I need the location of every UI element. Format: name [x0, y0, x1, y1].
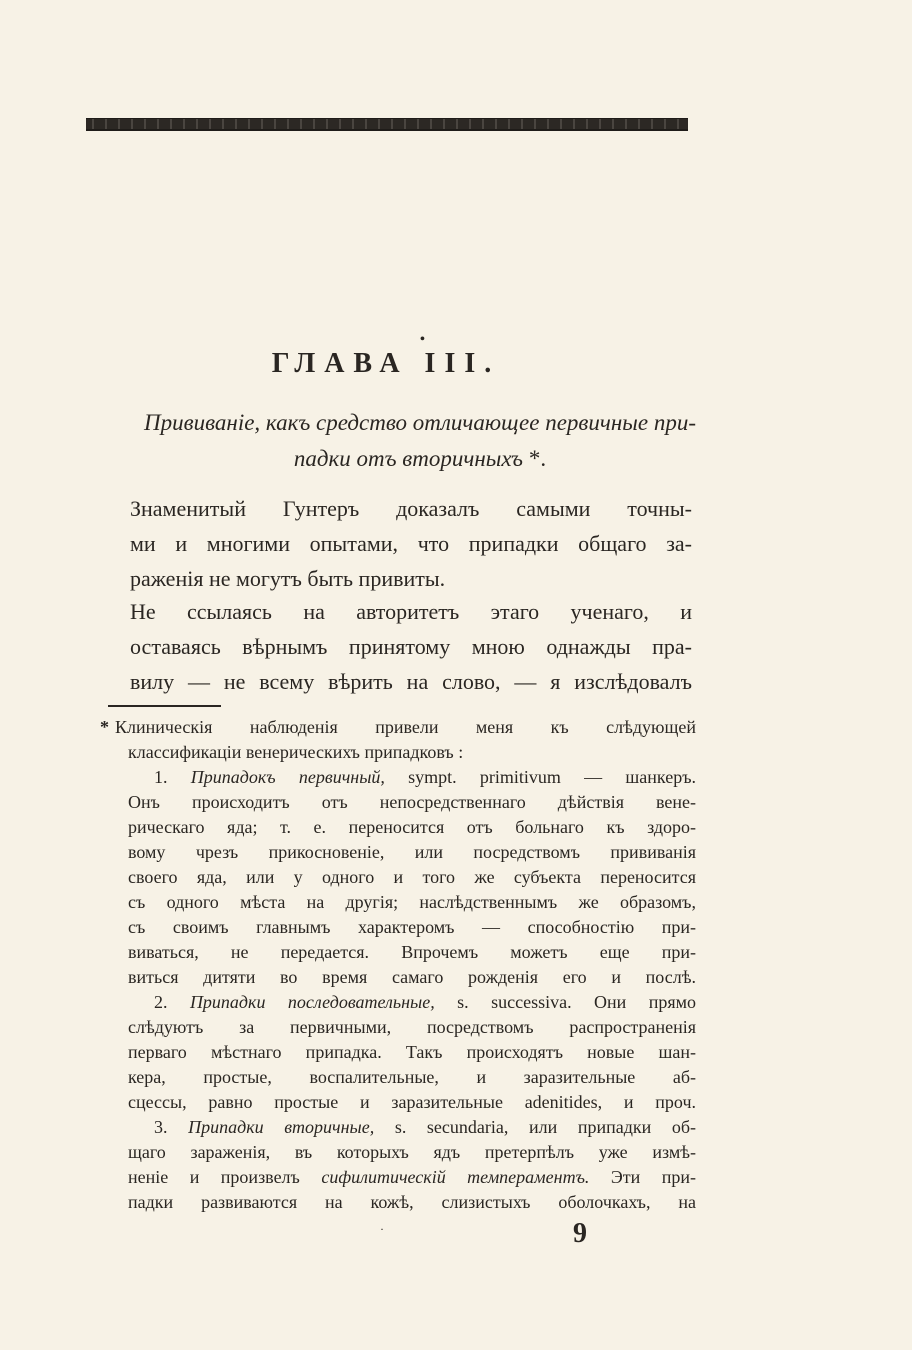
footnote-separator: [108, 705, 221, 707]
footnote-item-1-header: [100, 765, 696, 790]
footnote-line: перваго мѣстнаго припадка. Такъ происходятъ новые шан-: [128, 1042, 696, 1062]
footnote-line: падки развиваются на кожѣ, слизистыхъ оболочкахъ, на: [128, 1192, 696, 1212]
item-name: Припадки вторичные,: [188, 1117, 375, 1137]
footnote-line: классификаціи венерическихъ припадковъ :: [128, 742, 464, 762]
item-name: Припадки последовательные,: [189, 992, 435, 1012]
item-name: Припадокъ первичный,: [190, 767, 385, 787]
footnote-line: виваться, не передается. Впрочемъ можетъ еще при-: [128, 942, 696, 962]
footnote-text: Клиническія наблюденія привели меня къ слѣдующей: [115, 717, 696, 737]
footnote-emphasis: сифилитическій темпераментъ.: [321, 1167, 590, 1187]
chapter-subtitle: [130, 405, 710, 477]
footnote-line: щаго зараженія, въ которыхъ ядъ претерпѣлъ уже измѣ-: [128, 1142, 696, 1162]
item-text: sympt. primitivum — шанкеръ.: [408, 767, 697, 787]
footnote-line: слѣдуютъ за первичными, посредствомъ распространенія: [128, 1017, 696, 1037]
page-number: 9: [573, 1218, 587, 1249]
footnote-line: своего яда, или у одного и того же субъекта переносится: [128, 867, 696, 887]
paragraph-line: вилу — не всему вѣрить на слово, — я изслѣдовалъ: [130, 669, 692, 694]
chapter-title: ГЛАВА III.: [271, 348, 501, 379]
footnote-line: съ одного мѣста на другія; наслѣдственнымъ же образомъ,: [128, 892, 696, 912]
footnote-item-3-header: [100, 1115, 696, 1140]
footnote-line: [100, 715, 696, 740]
decorative-dot: •: [420, 332, 425, 347]
paragraph-line: ми и многими опытами, что припадки общаго за-: [130, 531, 692, 556]
decorative-dot: ·: [380, 1222, 384, 1236]
footnote-line: [100, 1165, 696, 1190]
subtitle-line: Прививаніе, какъ средство отличающее первичные при-: [144, 410, 696, 435]
footnote-text: неніе и произвелъ: [128, 1167, 300, 1187]
subtitle-line-text: падки отъ вторичныхъ: [293, 446, 523, 471]
paragraph-1: [130, 491, 692, 596]
footnote-line: виться дитяти во время самаго рожденія его и послѣ.: [128, 967, 696, 987]
paragraph-2: [130, 594, 692, 699]
paragraph-line: Знаменитый Гунтеръ доказалъ самыми точны-: [130, 496, 692, 521]
footnote-marker: *: [100, 717, 109, 737]
footnote-line: съ своимъ главнымъ характеромъ — способностію при-: [128, 917, 696, 937]
paragraph-line: Не ссылаясь на авторитетъ этаго ученаго, и: [130, 599, 692, 624]
footnote-text: Эти при-: [610, 1167, 696, 1187]
footnote-line: сцессы, равно простые и заразительные adenitides, и проч.: [128, 1092, 696, 1112]
footnote-reference: *.: [528, 446, 547, 471]
item-text: s. successiva. Они прямо: [457, 992, 697, 1012]
paragraph-line: оставаясь вѣрнымъ принятому мною однажды пра-: [130, 634, 692, 659]
item-number: 1.: [154, 767, 168, 787]
item-number: 3.: [154, 1117, 168, 1137]
footnote-line: вому чрезъ прикосновеніе, или посредствомъ прививанія: [128, 842, 696, 862]
item-number: 2.: [154, 992, 168, 1012]
footnote-item-2-header: [100, 990, 696, 1015]
item-text: s. secundaria, или припадки об-: [394, 1117, 696, 1137]
footnote-line: рическаго яда; т. е. переносится отъ больнаго къ здоро-: [128, 817, 696, 837]
footnote: [100, 715, 696, 1215]
footnote-line: кера, простые, воспалительные, и заразительные аб-: [128, 1067, 696, 1087]
footnote-line: Онъ происходитъ отъ непосредственнаго дѣйствія вене-: [128, 792, 696, 812]
decorative-header-rule: [86, 118, 688, 131]
subtitle-line-2: [130, 441, 710, 477]
paragraph-line: раженія не могутъ быть привиты.: [130, 566, 446, 591]
